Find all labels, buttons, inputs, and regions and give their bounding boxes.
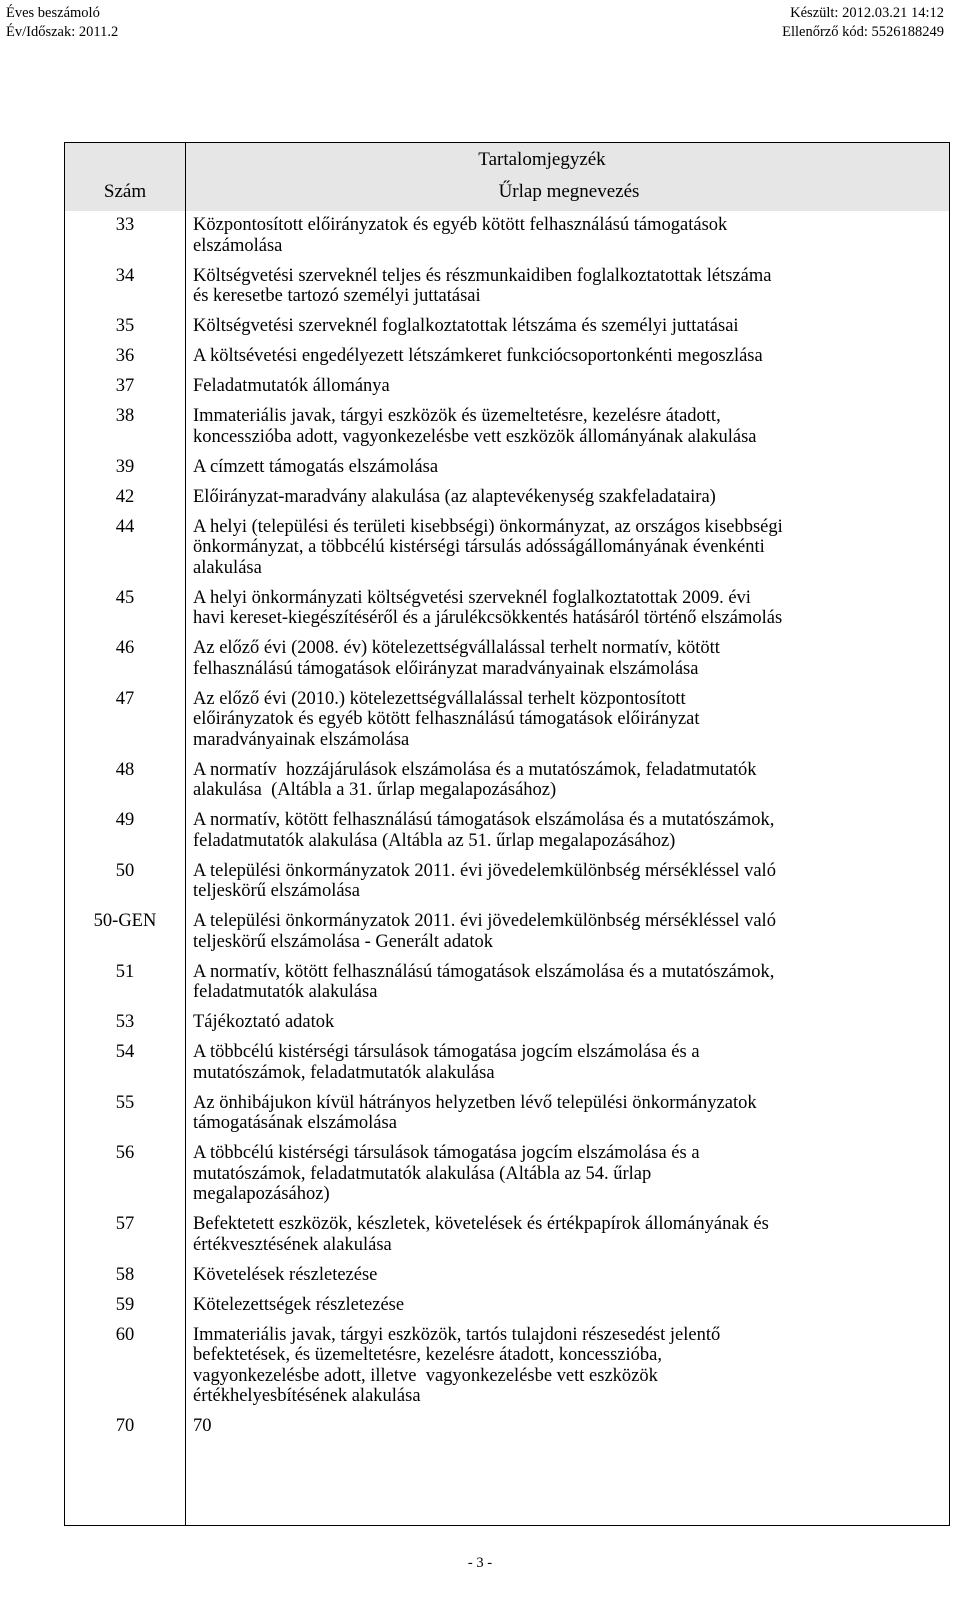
form-number: 54	[115, 1042, 135, 1062]
form-number: 51	[115, 961, 135, 982]
toc-row	[65, 588, 949, 629]
form-title-line: A normatív, kötött felhasználású támogatások elszámolása és a mutatószámok,	[193, 961, 775, 982]
form-title	[193, 962, 933, 1003]
created-timestamp: Készült: 2012.03.21 14:12	[790, 5, 944, 21]
toc-row	[65, 1143, 949, 1205]
form-number: 60	[115, 1324, 135, 1345]
column-header-szam: Szám	[103, 181, 147, 202]
form-title-line: A többcélú kistérségi társulások támogatása jogcím elszámolása és a	[193, 1042, 700, 1062]
form-title	[193, 406, 933, 447]
form-title-line: feladatmutatók alakulása (Altábla az 51. űrlap megalapozásához)	[193, 830, 676, 851]
form-number: 46	[115, 638, 135, 658]
form-title	[193, 588, 933, 629]
toc-row	[65, 962, 949, 1003]
form-title	[193, 1093, 933, 1134]
form-title-line: alakulása (Altábla a 31. űrlap megalapozásához)	[193, 780, 557, 800]
toc-row	[65, 1012, 949, 1033]
form-number: 70	[115, 1416, 135, 1436]
form-title-line: A többcélú kistérségi társulások támogatása jogcím elszámolása és a	[193, 1143, 700, 1163]
report-header-right	[782, 4, 944, 42]
form-number: 45	[115, 587, 135, 608]
form-title	[193, 457, 933, 478]
form-title	[193, 810, 933, 851]
form-title-line: A normatív, kötött felhasználású támogatások elszámolása és a mutatószámok,	[193, 810, 775, 830]
toc-row	[65, 376, 949, 397]
toc-row	[65, 266, 949, 307]
form-title	[193, 346, 933, 367]
toc-rows	[65, 211, 949, 1446]
form-title-line: A helyi (települési és területi kisebbségi) önkormányzat, az országos kisebbségi	[193, 516, 783, 537]
form-number: 57	[115, 1214, 135, 1234]
form-title-line: előirányzatok és egyéb kötött felhasználású támogatások előirányzat	[193, 709, 700, 729]
form-title-line: Költségvetési szerveknél foglalkoztatottak létszáma és személyi juttatásai	[193, 316, 739, 336]
form-title-line: Feladatmutatók állománya	[193, 376, 390, 396]
form-title-line: önkormányzat, a többcélú kistérségi társulás adósságállományának évenkénti	[193, 537, 765, 557]
form-title-line: és keresetbe tartozó személyi juttatásai	[193, 286, 481, 306]
form-title-line: A települési önkormányzatok 2011. évi jövedelemkülönbség mérsékléssel való	[193, 860, 776, 881]
form-title-line: alakulása	[193, 557, 262, 578]
page-number: - 3 -	[467, 1555, 493, 1571]
form-title	[193, 689, 933, 751]
form-number: 49	[115, 810, 135, 830]
form-title-line: Követelések részletezése	[193, 1264, 378, 1285]
form-title-line: értékhelyesbítésének alakulása	[193, 1386, 421, 1406]
form-title-line: A címzett támogatás elszámolása	[193, 456, 439, 477]
toc-row	[65, 638, 949, 679]
column-header-urlap: Űrlap megnevezés	[498, 181, 640, 202]
form-title-line: A költsévetési engedélyezett létszámkeret funkciócsoportonkénti megoszlása	[193, 346, 763, 366]
toc-row	[65, 1325, 949, 1407]
form-title	[193, 266, 933, 307]
report-period: Év/Időszak: 2011.2	[6, 24, 119, 40]
form-title-line: vagyonkezelésbe adott, illetve vagyonkezelésbe vett eszközök	[193, 1365, 658, 1386]
form-title-line: A helyi önkormányzati költségvetési szerveknél foglalkoztatottak 2009. évi	[193, 587, 751, 608]
toc-row	[65, 911, 949, 952]
form-title-line: Immateriális javak, tárgyi eszközök és üzemeltetésre, kezelésre átadott,	[193, 406, 721, 426]
form-number: 37	[115, 376, 135, 396]
form-title	[193, 1214, 933, 1255]
form-title	[193, 1416, 933, 1437]
form-title-line: 70	[193, 1416, 212, 1436]
form-title-line: befektetések, és üzemeltetésre, kezelésre átadott, koncesszióba,	[193, 1345, 662, 1365]
form-title-line: Előirányzat-maradvány alakulása (az alaptevékenység szakfeladataira)	[193, 486, 716, 507]
toc-row	[65, 346, 949, 367]
form-number: 53	[115, 1012, 135, 1032]
form-title-line: teljeskörű elszámolása	[193, 881, 360, 901]
form-number: 36	[115, 346, 135, 366]
form-title	[193, 638, 933, 679]
form-number: 38	[115, 406, 135, 426]
form-title-line: felhasználású támogatások előirányzat maradványainak elszámolása	[193, 658, 699, 679]
form-title	[193, 1325, 933, 1407]
form-title-line: koncesszióba adott, vagyonkezelésbe vett eszközök állományának alakulása	[193, 426, 757, 447]
form-title-line: mutatószámok, feladatmutatók alakulása (Altábla az 54. űrlap	[193, 1163, 652, 1184]
toc-row	[65, 689, 949, 751]
form-title	[193, 911, 933, 952]
toc-row	[65, 1214, 949, 1255]
form-title-line: A települési önkormányzatok 2011. évi jövedelemkülönbség mérsékléssel való	[193, 911, 776, 931]
form-title-line: maradványainak elszámolása	[193, 729, 410, 750]
toc-row	[65, 1042, 949, 1083]
toc-row	[65, 517, 949, 579]
form-number: 50-GEN	[93, 911, 157, 931]
form-number: 39	[115, 456, 135, 477]
form-title	[193, 1265, 933, 1286]
form-number: 56	[115, 1143, 135, 1163]
toc-row	[65, 316, 949, 337]
toc-row	[65, 406, 949, 447]
form-title-line: havi kereset-kiegészítéséről és a járulékcsökkentés hatásáról történő elszámolás	[193, 608, 783, 628]
form-number: 55	[115, 1092, 135, 1113]
form-title-line: értékvesztésének alakulása	[193, 1234, 392, 1255]
form-number: 33	[115, 215, 135, 235]
toc-row	[65, 760, 949, 801]
toc-row	[65, 457, 949, 478]
form-title-line: A normatív hozzájárulások elszámolása és a mutatószámok, feladatmutatók	[193, 759, 757, 780]
form-number: 34	[115, 265, 135, 286]
check-code: Ellenőrző kód: 5526188249	[782, 24, 944, 40]
form-number: 58	[115, 1264, 135, 1285]
form-title-line: teljeskörű elszámolása - Generált adatok	[193, 931, 493, 952]
report-header-left	[6, 4, 118, 42]
form-title	[193, 215, 933, 256]
toc-row	[65, 1295, 949, 1316]
form-title	[193, 376, 933, 397]
form-title	[193, 1295, 933, 1316]
form-title-line: Az előző évi (2010.) kötelezettségvállalással terhelt központosított	[193, 688, 686, 709]
form-title-line: elszámolása	[193, 235, 283, 256]
toc-title: Tartalomjegyzék	[478, 149, 606, 170]
form-number: 50	[115, 860, 135, 881]
toc-row	[65, 810, 949, 851]
form-title-line: feladatmutatók alakulása	[193, 982, 378, 1002]
toc-table	[64, 142, 950, 1526]
form-title-line: megalapozásához)	[193, 1184, 330, 1204]
form-title	[193, 1042, 933, 1083]
form-title	[193, 517, 933, 579]
toc-row	[65, 1416, 949, 1437]
report-type: Éves beszámoló	[6, 5, 100, 21]
form-title-line: Központosított előirányzatok és egyéb kötött felhasználású támogatások	[193, 215, 728, 235]
form-title	[193, 316, 933, 337]
toc-row	[65, 1093, 949, 1134]
form-number: 44	[115, 516, 135, 537]
toc-row	[65, 1265, 949, 1286]
form-number: 47	[115, 688, 135, 709]
form-title	[193, 760, 933, 801]
form-title-line: támogatásának elszámolása	[193, 1113, 397, 1133]
form-title-line: Befektetett eszközök, készletek, követelések és értékpapírok állományának és	[193, 1214, 769, 1234]
form-number: 35	[115, 316, 135, 336]
form-title-line: Költségvetési szerveknél teljes és részmunkaidiben foglalkoztatottak létszáma	[193, 265, 772, 286]
toc-row	[65, 861, 949, 902]
form-number: 48	[115, 759, 135, 780]
form-number: 59	[115, 1294, 135, 1315]
form-title-line: Az önhibájukon kívül hátrányos helyzetben lévő települési önkormányzatok	[193, 1092, 757, 1113]
form-title	[193, 1012, 933, 1033]
form-title-line: Kötelezettségek részletezése	[193, 1294, 405, 1315]
form-title	[193, 487, 933, 508]
form-title	[193, 1143, 933, 1205]
toc-row	[65, 487, 949, 508]
form-title-line: Immateriális javak, tárgyi eszközök, tartós tulajdoni részesedést jelentő	[193, 1324, 721, 1345]
form-title-line: Tájékoztató adatok	[193, 1012, 335, 1032]
form-number: 42	[115, 486, 135, 507]
form-title	[193, 861, 933, 902]
form-title-line: Az előző évi (2008. év) kötelezettségvállalással terhelt normatív, kötött	[193, 638, 720, 658]
form-title-line: mutatószámok, feladatmutatók alakulása	[193, 1062, 495, 1083]
toc-row	[65, 215, 949, 256]
